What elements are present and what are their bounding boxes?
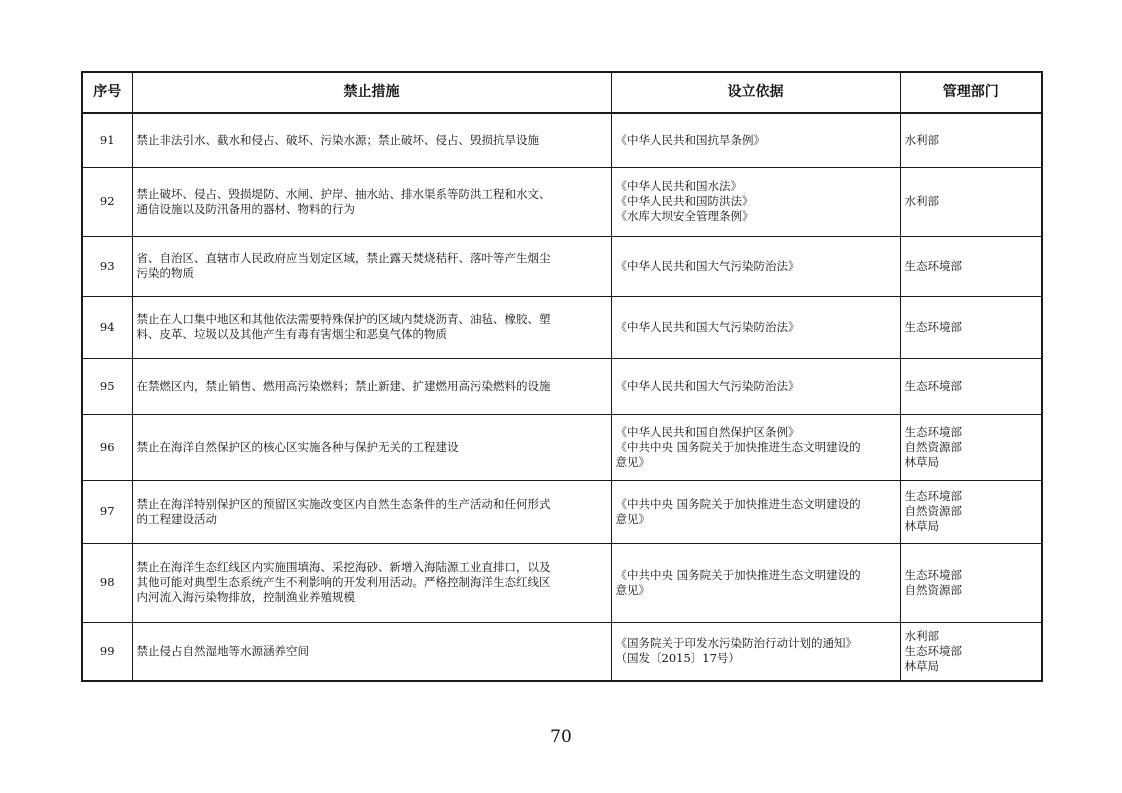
- department-text: 水利部: [904, 628, 939, 643]
- basis-text: 《国务院关于印发水污染防治行动计划的通知》: [615, 636, 857, 651]
- row-measure: [132, 167, 611, 236]
- basis-text: 《中华人民共和国大气污染防治法》: [615, 378, 800, 393]
- row-department: [900, 236, 1042, 296]
- row-index: 94: [82, 296, 132, 358]
- measure-text: 禁止破坏、侵占、毁损堤防、水闸、护岸、抽水站、排水渠系等防洪工程和水文、: [136, 186, 551, 201]
- measure-text: 污染的物质: [136, 266, 194, 280]
- header-row: [82, 72, 1042, 113]
- basis-text: 《中华人民共和国水法》: [615, 179, 742, 193]
- department-text: 林草局: [904, 454, 939, 469]
- table-row: [82, 543, 1042, 622]
- row-index: 99: [82, 622, 132, 681]
- header-measure: 禁止措施: [132, 72, 611, 113]
- basis-text: （国发〔2015〕17号）: [615, 651, 740, 666]
- row-measure: [132, 358, 611, 414]
- measure-text: 禁止在海洋特别保护区的预留区实施改变区内自然生态条件的生产活动和任何形式: [136, 496, 551, 511]
- department-text: 生态环境部: [904, 424, 962, 439]
- department-text: 自然资源部: [904, 504, 962, 518]
- header-index: 序号: [82, 72, 132, 113]
- row-basis: [611, 414, 900, 480]
- table-row: [82, 622, 1042, 681]
- row-index: 91: [82, 113, 132, 167]
- department-text: 生态环境部: [904, 643, 962, 658]
- row-department: [900, 113, 1042, 167]
- row-measure: [132, 480, 611, 543]
- row-basis: [611, 543, 900, 622]
- row-measure: [132, 622, 611, 681]
- measure-text: 禁止在人口集中地区和其他依法需要特殊保护的区域内焚烧沥青、油毡、橡胶、塑: [136, 312, 551, 326]
- row-measure: [132, 296, 611, 358]
- measure-text: 禁止非法引水、截水和侵占、破坏、污染水源；禁止破坏、侵占、毁损抗旱设施: [136, 132, 539, 147]
- department-text: 水利部: [904, 194, 939, 208]
- table-row: [82, 480, 1042, 543]
- table-row: [82, 167, 1042, 236]
- row-department: [900, 622, 1042, 681]
- row-basis: [611, 296, 900, 358]
- row-index: 93: [82, 236, 132, 296]
- row-basis: [611, 622, 900, 681]
- measure-text: 通信设施以及防汛备用的器材、物料的行为: [136, 201, 355, 216]
- table-body: [82, 113, 1042, 681]
- row-basis: [611, 358, 900, 414]
- header-department: 管理部门: [900, 72, 1042, 113]
- row-measure: [132, 414, 611, 480]
- row-basis: [611, 480, 900, 543]
- row-measure: [132, 543, 611, 622]
- table-header: [82, 72, 1042, 113]
- row-index: 92: [82, 167, 132, 236]
- table-row: [82, 113, 1042, 167]
- table-row: [82, 358, 1042, 414]
- basis-text: 《中华人民共和国自然保护区条例》: [615, 424, 800, 439]
- measure-text: 禁止侵占自然湿地等水源涵养空间: [136, 643, 309, 658]
- department-text: 生态环境部: [904, 378, 962, 393]
- department-text: 林草局: [904, 519, 939, 533]
- basis-text: 《水库大坝安全管理条例》: [615, 209, 754, 223]
- table-row: [82, 296, 1042, 358]
- department-text: 生态环境部: [904, 567, 962, 582]
- department-text: 水利部: [904, 132, 939, 147]
- row-department: [900, 543, 1042, 622]
- department-text: 生态环境部: [904, 258, 962, 273]
- measure-text: 在禁燃区内，禁止销售、燃用高污染燃料；禁止新建、扩建燃用高污染燃料的设施: [136, 378, 551, 393]
- department-text: 自然资源部: [904, 439, 962, 454]
- measure-text: 内河流入海污染物排放，控制渔业养殖规模: [136, 590, 355, 604]
- measure-text: 料、皮革、垃圾以及其他产生有毒有害烟尘和恶臭气体的物质: [136, 327, 447, 341]
- measure-text: 其他可能对典型生态系统产生不利影响的开发利用活动。严格控制海洋生态红线区: [136, 575, 551, 589]
- basis-text: 《中华人民共和国抗旱条例》: [615, 132, 765, 147]
- row-index: 96: [82, 414, 132, 480]
- table-row: [82, 236, 1042, 296]
- basis-text: 意见》: [615, 511, 650, 526]
- basis-text: 《中共中央 国务院关于加快推进生态文明建设的: [615, 439, 861, 454]
- basis-text: 意见》: [615, 454, 650, 469]
- row-measure: [132, 236, 611, 296]
- measure-text: 省、自治区、直辖市人民政府应当划定区域，禁止露天焚烧秸秆、落叶等产生烟尘: [136, 251, 551, 265]
- basis-text: 《中华人民共和国防洪法》: [615, 194, 754, 208]
- basis-text: 意见》: [615, 582, 650, 597]
- department-text: 林草局: [904, 658, 939, 673]
- row-department: [900, 414, 1042, 480]
- row-basis: [611, 167, 900, 236]
- row-department: [900, 358, 1042, 414]
- measure-text: 禁止在海洋生态红线区内实施围填海、采挖海砂、新增入海陆源工业直排口，以及: [136, 560, 551, 574]
- page-number: 70: [550, 727, 572, 747]
- basis-text: 《中华人民共和国大气污染防治法》: [615, 319, 800, 334]
- table-row: [82, 414, 1042, 480]
- row-index: 97: [82, 480, 132, 543]
- basis-text: 《中共中央 国务院关于加快推进生态文明建设的: [615, 567, 861, 582]
- row-basis: [611, 236, 900, 296]
- measure-text: 的工程建设活动: [136, 511, 217, 526]
- header-basis: 设立依据: [611, 72, 900, 113]
- row-department: [900, 296, 1042, 358]
- row-department: [900, 480, 1042, 543]
- row-measure: [132, 113, 611, 167]
- row-index: 95: [82, 358, 132, 414]
- measure-text: 禁止在海洋自然保护区的核心区实施各种与保护无关的工程建设: [136, 439, 459, 454]
- row-index: 98: [82, 543, 132, 622]
- row-department: [900, 167, 1042, 236]
- basis-text: 《中共中央 国务院关于加快推进生态文明建设的: [615, 496, 861, 511]
- prohibition-table: [81, 71, 1043, 682]
- department-text: 生态环境部: [904, 319, 962, 334]
- department-text: 生态环境部: [904, 489, 962, 503]
- row-basis: [611, 113, 900, 167]
- department-text: 自然资源部: [904, 582, 962, 597]
- basis-text: 《中华人民共和国大气污染防治法》: [615, 258, 800, 273]
